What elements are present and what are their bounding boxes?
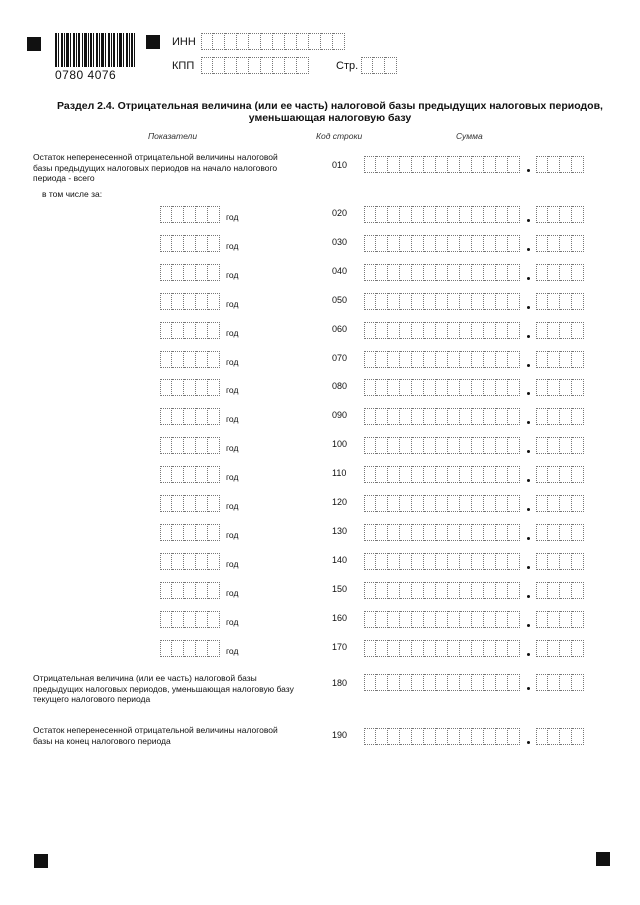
row-170-amount-integer[interactable]	[364, 640, 520, 657]
row-160-decimal-point	[527, 624, 530, 627]
row-070-code: 070	[332, 352, 348, 363]
row-110-amount-fraction[interactable]	[536, 466, 584, 483]
row-020-decimal-point	[527, 219, 530, 222]
row-160-amount-fraction[interactable]	[536, 611, 584, 628]
row-180-amount-fraction[interactable]	[536, 674, 584, 691]
row-170-decimal-point	[527, 653, 530, 656]
including-label: в том числе за:	[42, 189, 103, 199]
row-060-amount-fraction[interactable]	[536, 322, 584, 339]
row-020-year-label: год	[226, 212, 239, 222]
registration-marker-bottom-left	[34, 854, 48, 868]
row-100-amount-integer[interactable]	[364, 437, 520, 454]
row-190-amount-integer[interactable]	[364, 728, 520, 745]
registration-marker-top-left	[27, 37, 41, 51]
row-120-decimal-point	[527, 508, 530, 511]
section-title-line1: Раздел 2.4. Отрицательная величина (или ее часть) налоговой базы предыдущих налоговых периодов,	[57, 100, 603, 112]
row-040-code: 040	[332, 265, 348, 276]
row-030-code: 030	[332, 236, 348, 247]
row-160-amount-integer[interactable]	[364, 611, 520, 628]
row-080-code: 080	[332, 381, 348, 392]
row-110-year-input[interactable]	[160, 466, 220, 483]
row-130-year-input[interactable]	[160, 524, 220, 541]
row-190-code: 190	[332, 730, 348, 740]
row-060-amount-integer[interactable]	[364, 322, 520, 339]
column-header-line-code: Код строки	[316, 131, 363, 141]
row-080-amount-integer[interactable]	[364, 379, 520, 396]
row-090-code: 090	[332, 410, 348, 421]
page-label: Стр.	[336, 60, 359, 72]
inn-label: ИНН	[172, 36, 196, 48]
row-020-amount-integer[interactable]	[364, 206, 520, 223]
row-090-year-label: год	[226, 414, 239, 425]
row-070-year-input[interactable]	[160, 351, 220, 368]
row-050-year-input[interactable]	[160, 293, 220, 310]
row-100-year-input[interactable]	[160, 437, 220, 454]
row-150-year-input[interactable]	[160, 582, 220, 599]
row-180-code: 180	[332, 678, 348, 688]
row-070-decimal-point	[527, 364, 530, 367]
registration-marker-top-right	[146, 35, 160, 49]
page-number-field[interactable]	[361, 57, 397, 74]
row-070-amount-fraction[interactable]	[536, 351, 584, 368]
row-180-decimal-point	[527, 687, 530, 690]
row-140-decimal-point	[527, 566, 530, 569]
row-010-description: Остаток неперенесенной отрицательной величины налоговой базы предыдущих налоговых периодов на начало налогового периода - всего	[33, 152, 278, 183]
row-030-amount-integer[interactable]	[364, 235, 520, 252]
row-040-amount-integer[interactable]	[364, 264, 520, 281]
registration-marker-bottom-right	[596, 852, 610, 866]
inn-field[interactable]	[201, 33, 345, 50]
row-160-year-label: год	[226, 616, 239, 627]
row-120-amount-integer[interactable]	[364, 495, 520, 512]
row-130-year-label: год	[226, 529, 239, 540]
row-190-amount-fraction[interactable]	[536, 728, 584, 745]
row-190-description: Остаток неперенесенной отрицательной величины налоговой базы на конец налогового периода	[33, 725, 278, 746]
row-090-year-input[interactable]	[160, 408, 220, 425]
barcode	[55, 33, 135, 67]
row-110-amount-integer[interactable]	[364, 466, 520, 483]
row-040-year-label: год	[226, 269, 239, 280]
row-010-decimal-point	[527, 169, 530, 172]
row-040-decimal-point	[527, 277, 530, 280]
row-080-amount-fraction[interactable]	[536, 379, 584, 396]
row-070-year-label: год	[226, 356, 239, 367]
row-010-amount-fraction[interactable]	[536, 156, 584, 173]
section-title-line2: уменьшающая налоговую базу	[248, 112, 412, 124]
kpp-label: КПП	[172, 60, 195, 72]
row-120-year-label: год	[226, 501, 239, 511]
row-170-year-input[interactable]	[160, 640, 220, 657]
row-160-code: 160	[332, 612, 348, 623]
row-030-amount-fraction[interactable]	[536, 235, 584, 252]
row-140-year-label: год	[226, 558, 239, 569]
row-020-year-input[interactable]	[160, 206, 220, 223]
row-020-amount-fraction[interactable]	[536, 206, 584, 223]
row-090-amount-fraction[interactable]	[536, 408, 584, 425]
row-140-amount-fraction[interactable]	[536, 553, 584, 570]
row-190-decimal-point	[527, 741, 530, 744]
row-090-decimal-point	[527, 421, 530, 424]
row-170-amount-fraction[interactable]	[536, 640, 584, 657]
row-010-amount-integer[interactable]	[364, 156, 520, 173]
row-080-year-label: год	[226, 385, 239, 396]
row-130-amount-fraction[interactable]	[536, 524, 584, 541]
row-050-code: 050	[332, 294, 348, 305]
row-050-amount-fraction[interactable]	[536, 293, 584, 310]
row-100-code: 100	[332, 439, 348, 450]
row-030-year-label: год	[226, 240, 239, 251]
row-130-amount-integer[interactable]	[364, 524, 520, 541]
row-130-decimal-point	[527, 537, 530, 540]
row-050-amount-integer[interactable]	[364, 293, 520, 310]
row-040-amount-fraction[interactable]	[536, 264, 584, 281]
row-090-amount-integer[interactable]	[364, 408, 520, 425]
row-050-decimal-point	[527, 306, 530, 309]
row-080-year-input[interactable]	[160, 379, 220, 396]
row-070-amount-integer[interactable]	[364, 351, 520, 368]
row-150-decimal-point	[527, 595, 530, 598]
row-150-code: 150	[332, 583, 348, 594]
row-170-year-label: год	[226, 645, 239, 656]
row-170-code: 170	[332, 641, 348, 652]
row-110-code: 110	[332, 468, 347, 479]
row-100-amount-fraction[interactable]	[536, 437, 584, 454]
column-header-indicators: Показатели	[148, 131, 198, 141]
row-110-year-label: год	[226, 472, 239, 483]
row-100-decimal-point	[527, 450, 530, 453]
column-header-amount: Сумма	[456, 131, 483, 141]
row-150-amount-fraction[interactable]	[536, 582, 584, 599]
row-130-code: 130	[332, 525, 348, 536]
row-030-decimal-point	[527, 248, 530, 251]
row-060-decimal-point	[527, 335, 530, 338]
row-060-year-label: год	[226, 327, 239, 338]
row-180-description: Отрицательная величина (или ее часть) налоговой базы предыдущих налоговых периодов, уменьшающая налоговую базу текущего налогового периода	[33, 673, 294, 704]
row-050-year-label: год	[226, 298, 239, 309]
row-140-code: 140	[332, 554, 348, 565]
section-title	[40, 100, 620, 124]
row-150-amount-integer[interactable]	[364, 582, 520, 599]
row-060-code: 060	[332, 323, 348, 334]
row-080-decimal-point	[527, 392, 530, 395]
row-140-amount-integer[interactable]	[364, 553, 520, 570]
row-120-amount-fraction[interactable]	[536, 495, 584, 512]
row-060-year-input[interactable]	[160, 322, 220, 339]
row-010-code: 010	[332, 160, 348, 170]
row-180-amount-integer[interactable]	[364, 674, 520, 691]
barcode-number: 0780 4076	[55, 68, 117, 82]
row-100-year-label: год	[226, 443, 239, 454]
row-120-code: 120	[332, 497, 348, 507]
row-020-code: 020	[332, 208, 348, 218]
row-140-year-input[interactable]	[160, 553, 220, 570]
row-150-year-label: год	[226, 587, 239, 598]
row-160-year-input[interactable]	[160, 611, 220, 628]
row-040-year-input[interactable]	[160, 264, 220, 281]
kpp-field[interactable]	[201, 57, 309, 74]
row-120-year-input[interactable]	[160, 495, 220, 512]
row-110-decimal-point	[527, 479, 530, 482]
row-030-year-input[interactable]	[160, 235, 220, 252]
